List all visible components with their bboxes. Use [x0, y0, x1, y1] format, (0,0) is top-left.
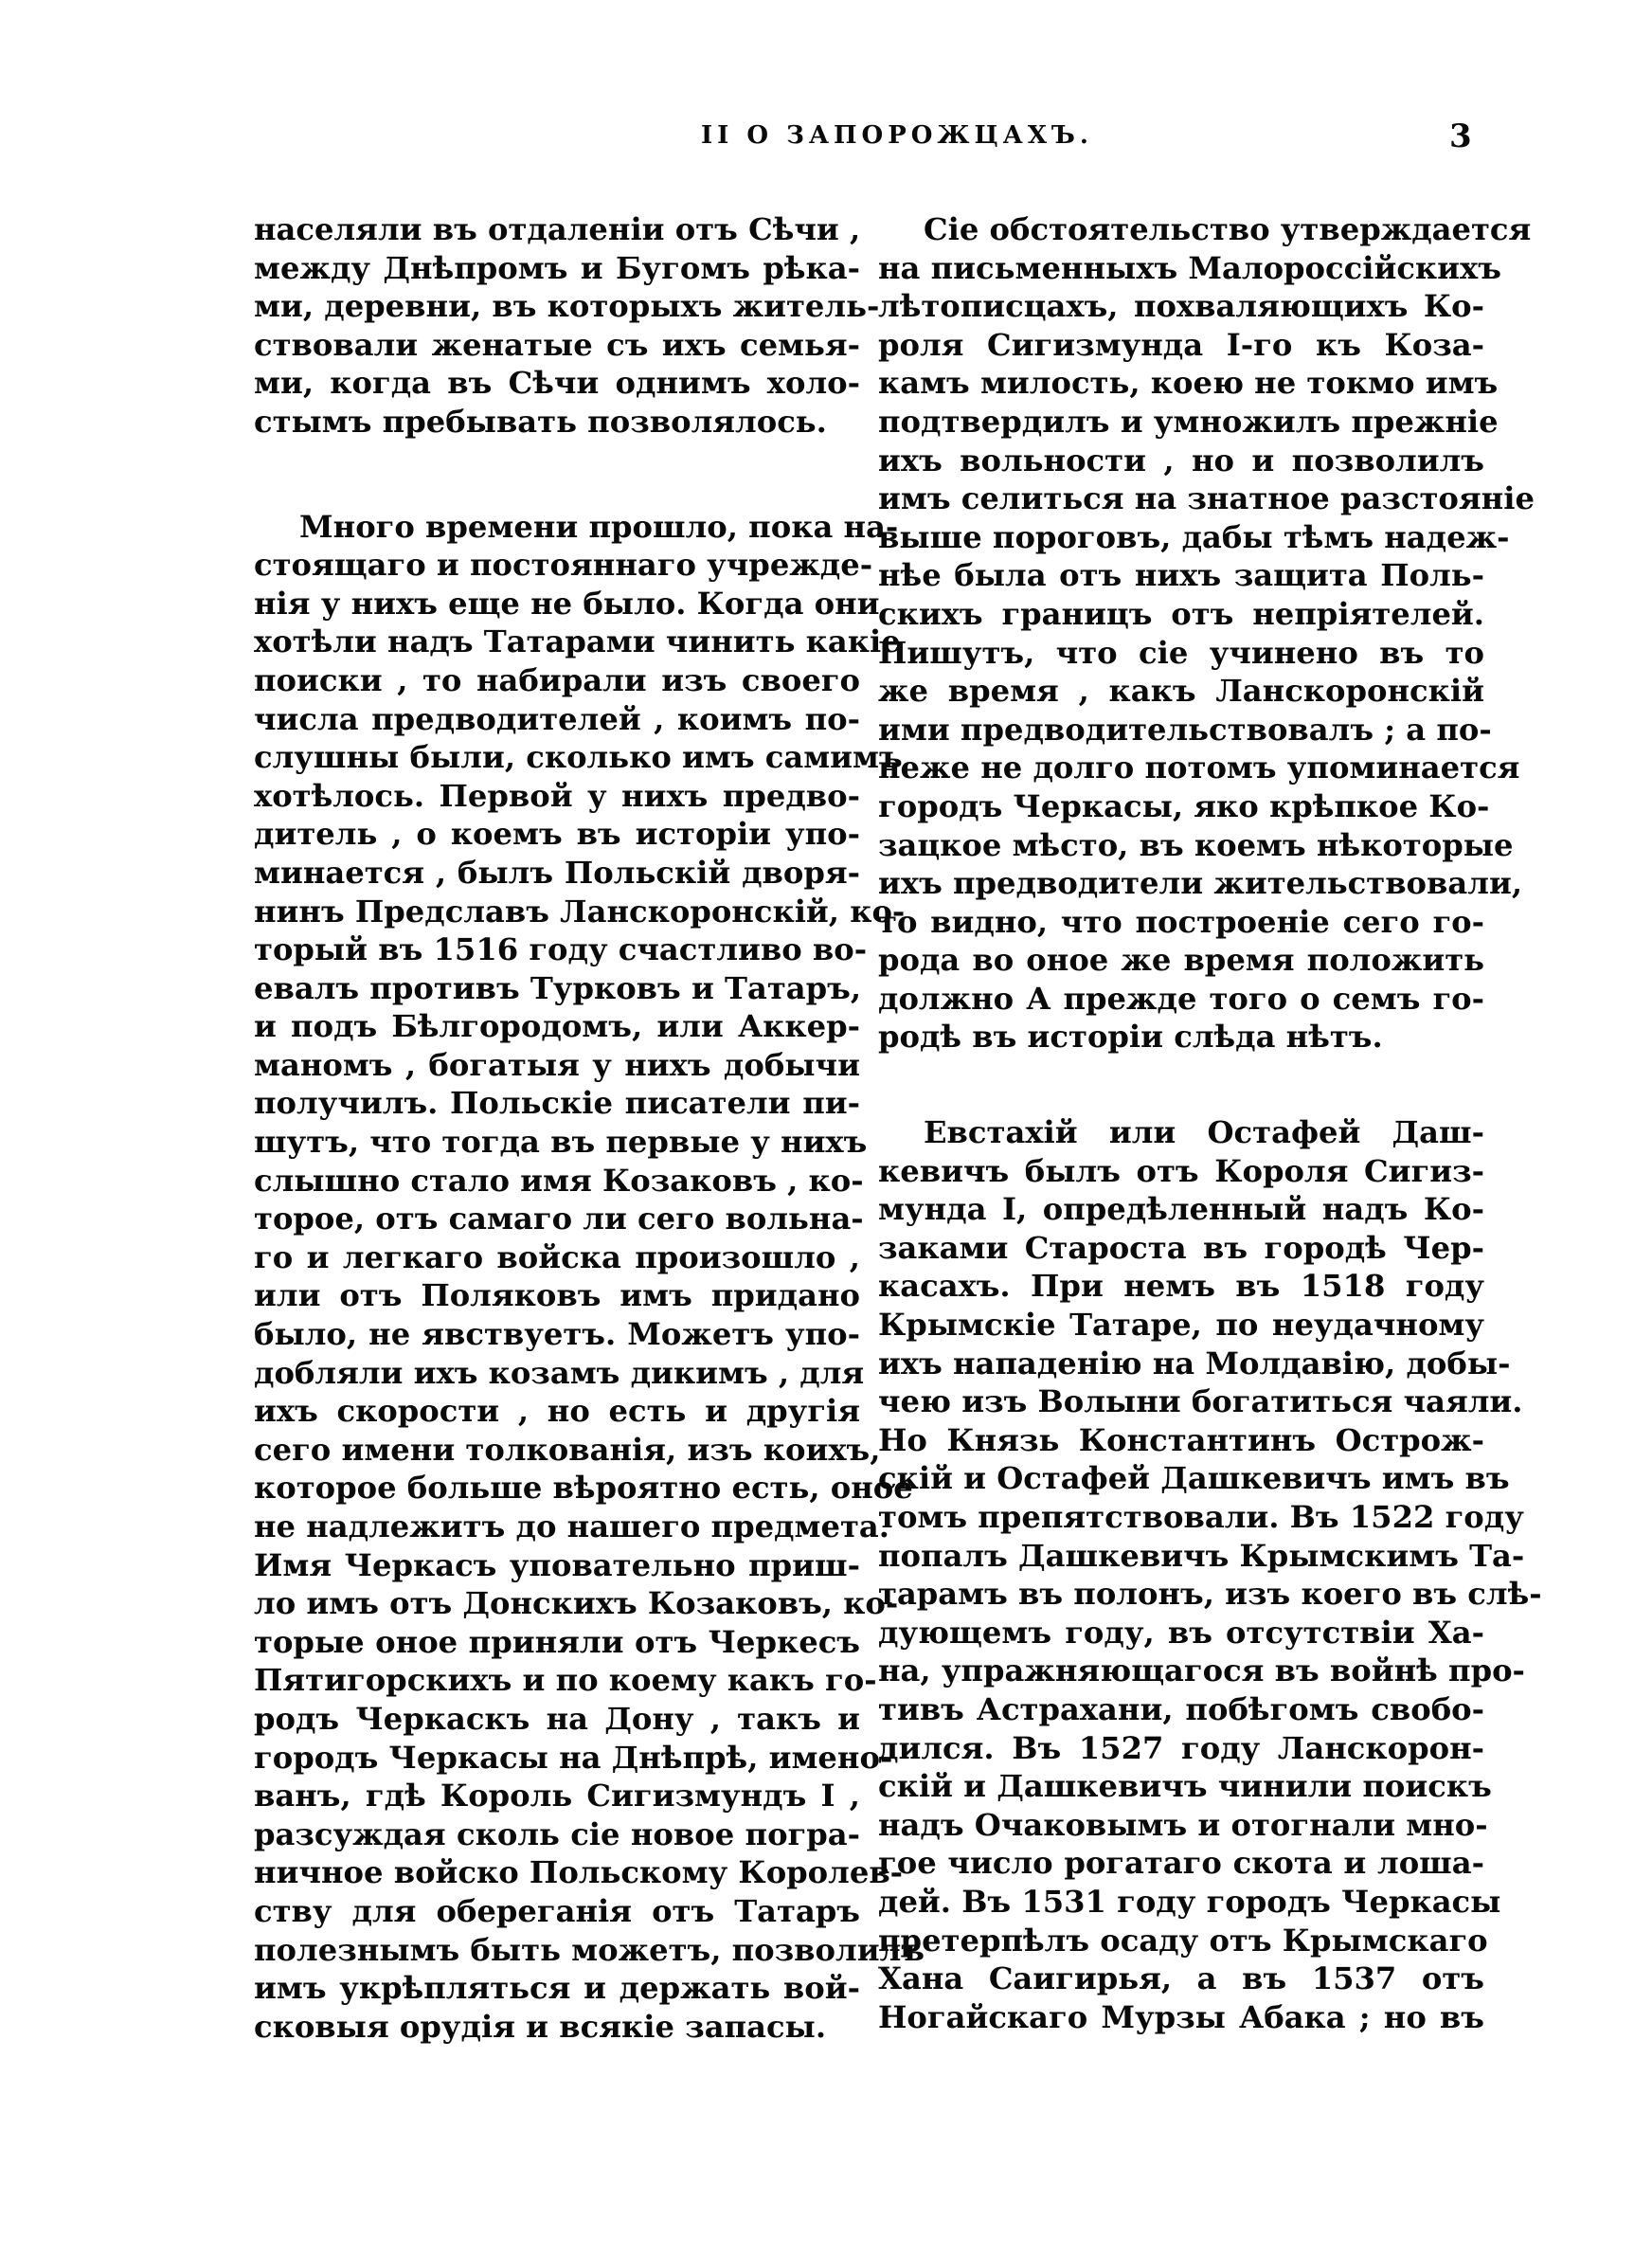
text-line: рода во оное же время положить — [878, 942, 1484, 979]
paragraph-left-2 — [254, 508, 925, 2047]
text-line: Имя Черкасъ уповательно приш- — [254, 1546, 860, 1583]
text-line: или отъ Поляковъ имъ придано — [254, 1277, 860, 1314]
text-line: нія у нихъ еще не было. Когда они — [254, 585, 880, 622]
text-line: Ногайскаго Мурзы Абака ; но въ — [878, 1998, 1484, 2035]
text-line: Хана Саигирья, а въ 1537 отъ — [878, 1960, 1484, 1997]
text-line: которое больше вѣроятно есть, оное — [254, 1470, 913, 1507]
text-line: получилъ. Польскіе писатели пи- — [254, 1085, 860, 1122]
text-line: тарамъ въ полонъ, изъ коего въ слѣ- — [878, 1576, 1542, 1613]
text-line: городъ Черкасы, яко крѣпкое Ко- — [878, 787, 1490, 824]
text-line: дился. Въ 1527 году Ланскорон- — [878, 1729, 1484, 1766]
text-line: торый въ 1516 году счастливо во- — [254, 931, 868, 968]
text-line: чею изъ Волыни богатиться чаяли. — [878, 1383, 1523, 1420]
text-line: должно А прежде того о семъ го- — [878, 980, 1484, 1017]
text-line: скій и Дашкевичъ чинили поискъ — [878, 1768, 1492, 1805]
text-line: населяли въ отдаленіи отъ Сѣчи , — [254, 211, 861, 247]
text-line: дитель , о коемъ въ исторіи упо- — [254, 816, 860, 853]
text-line: Пишутъ, что сіе учинено въ то — [878, 634, 1484, 671]
text-line: мунда I, опредѣленный надъ Ко- — [878, 1191, 1484, 1228]
text-line: выше пороговъ, дабы тѣмъ надеж- — [878, 518, 1510, 555]
text-line: надъ Очаковымъ и отогнали мно- — [878, 1806, 1488, 1843]
text-line: попалъ Дашкевичъ Крымскимъ Та- — [878, 1537, 1525, 1574]
text-line: полезнымъ быть можетъ, позволилъ — [254, 1931, 925, 1968]
text-line: числа предводителей , коимъ по- — [254, 700, 860, 737]
text-line: и подъ Бѣлгородомъ, или Аккер- — [254, 1008, 860, 1045]
text-line: ванъ, гдѣ Король Сигизмундъ I , — [254, 1778, 860, 1815]
text-line: ствовали женатые съ ихъ семья- — [254, 326, 860, 363]
text-line: подтвердилъ и умножилъ прежніе — [878, 403, 1499, 440]
text-line: зацкое мѣсто, въ коемъ нѣкоторые — [878, 826, 1514, 863]
text-line: Евстахій или Остафей Даш- — [924, 1114, 1484, 1151]
left-column — [254, 210, 925, 2046]
text-line: хотѣли надъ Татарами чинить какіе — [254, 623, 901, 660]
text-line: слушны были, сколько имъ самимъ — [254, 739, 903, 776]
text-line: ихъ предводители жительствовали, — [878, 865, 1523, 902]
text-line: стоящаго и постояннаго учрежде- — [254, 547, 873, 584]
running-head: II О ЗАПОРОЖЦАХЪ. — [701, 121, 1093, 150]
text-line: заками Староста въ городѣ Чер- — [878, 1229, 1484, 1266]
text-line: ми, когда въ Сѣчи однимъ холо- — [254, 365, 860, 402]
paragraph-right-1 — [878, 210, 1535, 1056]
text-line: имъ селиться на знатное разстояніе — [878, 480, 1535, 517]
text-line: стымъ пребывать позволялось. — [254, 403, 827, 440]
text-line: ми, деревни, въ которыхъ житель- — [254, 288, 880, 325]
text-line: томъ препятствовали. Въ 1522 году — [878, 1499, 1524, 1535]
text-line: Крымскіе Татаре, по неудачному — [878, 1307, 1484, 1344]
text-line: было, не явствуетъ. Можетъ упо- — [254, 1316, 860, 1353]
text-line: ло имъ отъ Донскихъ Козаковъ, ко- — [254, 1585, 899, 1622]
text-line: го и легкаго войска произошло , — [254, 1238, 860, 1275]
text-line: евалъ противъ Турковъ и Татаръ, — [254, 969, 862, 1006]
text-line: скій и Остафей Дашкевичъ имъ въ — [878, 1460, 1510, 1497]
text-line: слышно стало имя Козаковъ , ко- — [254, 1162, 864, 1199]
paragraph-left-1 — [254, 210, 880, 442]
text-line: ихъ вольности , но и позволилъ — [878, 442, 1484, 478]
paragraph-right-2 — [878, 1113, 1542, 2036]
text-line: то видно, что построеніе сего го- — [878, 903, 1484, 940]
text-line: нѣе была отъ нихъ защита Поль- — [878, 557, 1484, 594]
text-line: не надлежитъ до нашего предмета. — [254, 1508, 889, 1544]
text-line: на письменныхъ Малороссійскихъ — [878, 249, 1501, 286]
text-line: ихъ нападенію на Молдавію, добы- — [878, 1345, 1511, 1381]
text-line: Много времени прошло, пока на- — [299, 508, 899, 545]
text-line: хотѣлось. Первой у нихъ предво- — [254, 777, 860, 814]
text-line: камъ милость, коею не токмо имъ — [878, 365, 1499, 402]
text-line: городъ Черкасы на Днѣпрѣ, имено- — [254, 1739, 893, 1776]
text-line: имъ укрѣпляться и держать вой- — [254, 1970, 860, 2007]
text-line: сего имени толкованія, изъ коихъ, — [254, 1431, 881, 1468]
text-line: торое, отъ самаго ли сего вольна- — [254, 1201, 864, 1237]
text-line: маномъ , богатыя у нихъ добычи — [254, 1046, 860, 1083]
text-line: тивъ Астрахани, побѣгомъ свобо- — [878, 1690, 1484, 1727]
text-line: сковыя орудія и всякіе запасы. — [254, 2008, 827, 2045]
text-line: касахъ. При немъ въ 1518 году — [878, 1268, 1484, 1305]
text-line: Сіе обстоятельство утверждается — [924, 211, 1532, 247]
text-line: минается , былъ Польскій дворя- — [254, 854, 860, 891]
text-line: на, упражняющагося въ войнѣ про- — [878, 1652, 1525, 1689]
text-line: роля Сигизмунда I-го къ Коза- — [878, 326, 1484, 363]
paragraph-gap — [254, 442, 860, 508]
text-line: ству для обереганія отъ Татаръ — [254, 1892, 860, 1929]
text-line: родѣ въ исторіи слѣда нѣтъ. — [878, 1019, 1383, 1056]
text-line: между Днѣпромъ и Бугомъ рѣка- — [254, 249, 860, 286]
text-line: шутъ, что тогда въ первые у нихъ — [254, 1124, 868, 1161]
text-line: гое число рогатаго скота и лоша- — [878, 1845, 1484, 1882]
right-column — [878, 210, 1542, 2036]
text-line: добляли ихъ козамъ дикимъ , для — [254, 1354, 865, 1391]
paragraph-gap — [878, 1056, 1484, 1113]
text-line: Но Князь Константинъ Острож- — [878, 1421, 1484, 1458]
text-line: лѣтописцахъ, похваляющихъ Ко- — [878, 288, 1484, 325]
text-line: неже не долго потомъ упоминается — [878, 749, 1520, 786]
text-line: поиски , то набирали изъ своего — [254, 661, 860, 698]
text-line: ими предводительствовалъ ; а по- — [878, 711, 1492, 748]
text-line: родъ Черкаскъ на Дону , такъ и — [254, 1700, 860, 1737]
text-line: дей. Въ 1531 году городъ Черкасы — [878, 1883, 1501, 1920]
text-line: Пятигорскихъ и по коему какъ го- — [254, 1662, 877, 1699]
text-line: же время , какъ Ланскоронскій — [878, 673, 1484, 710]
text-line: дующемъ году, въ отсутствіи Ха- — [878, 1614, 1484, 1651]
text-line: нинъ Предславъ Ланскоронскій, ко- — [254, 893, 906, 930]
page-number: 3 — [1449, 117, 1472, 155]
text-line: кевичъ былъ отъ Короля Сигиз- — [878, 1152, 1484, 1189]
text-line: разсуждая сколь сіе новое погра- — [254, 1815, 860, 1852]
text-line: скихъ границъ отъ непріятелей. — [878, 595, 1484, 632]
text-line: претерпѣлъ осаду отъ Крымскаго — [878, 1922, 1488, 1959]
text-line: ничное войско Польскому Королев- — [254, 1854, 904, 1891]
text-line: торые оное приняли отъ Черкесъ — [254, 1623, 860, 1660]
text-line: ихъ скорости , но есть и другія — [254, 1393, 860, 1430]
